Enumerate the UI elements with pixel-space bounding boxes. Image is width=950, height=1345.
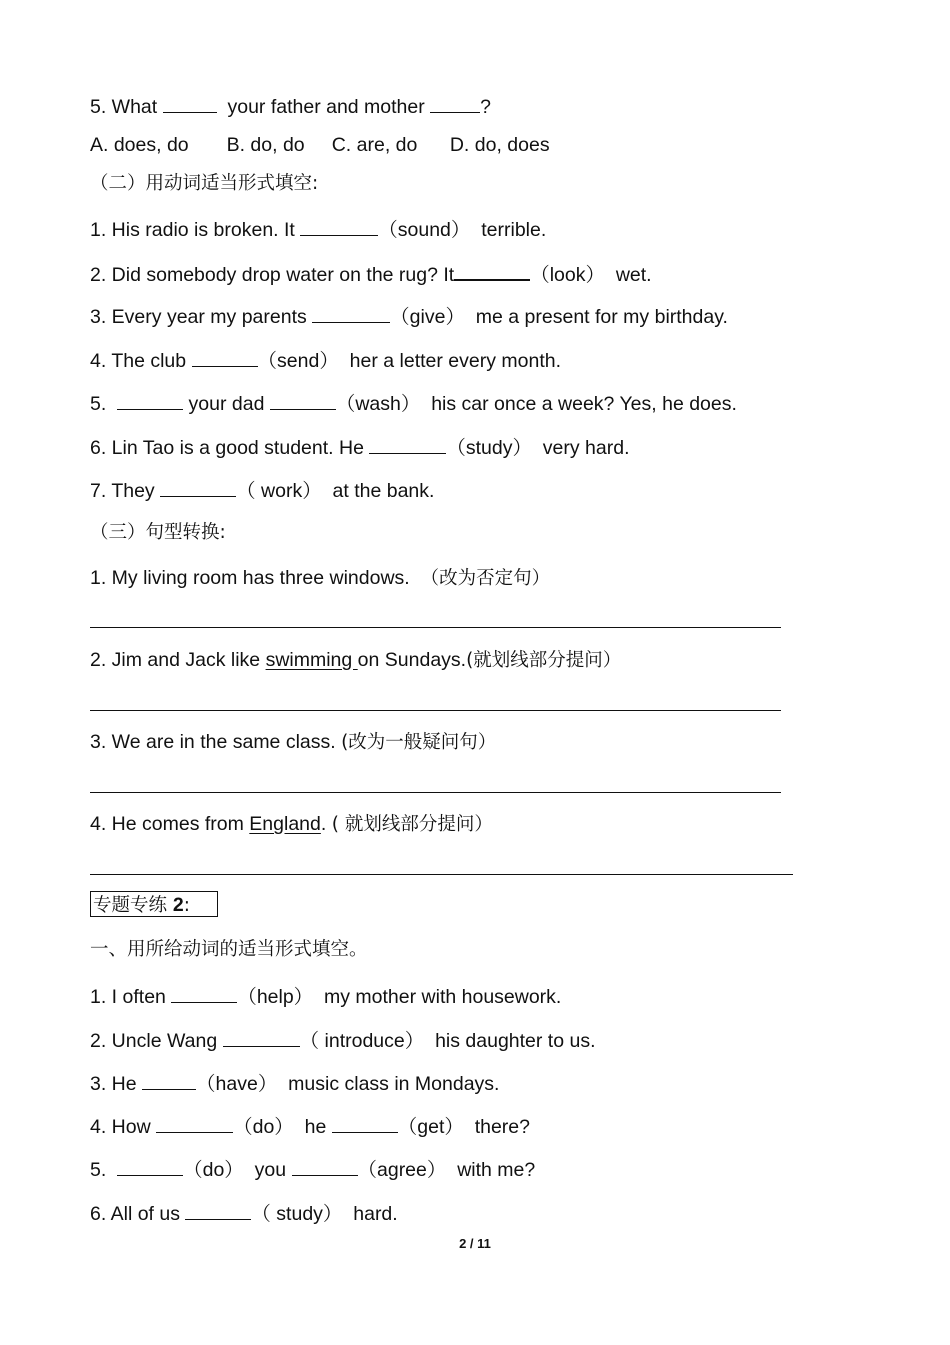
answer-blank[interactable] [292,1157,358,1176]
answer-blank[interactable] [454,261,530,281]
topic-2-question-1: 1. I often （help） my mother with housework. [90,986,562,1008]
answer-blank[interactable] [163,94,217,113]
answer-blank[interactable] [171,984,237,1003]
question-2-3: 3. Every year my parents （give） me a present for my birthday. [90,306,728,328]
question-3-4: 4. He comes from England. ( 就划线部分提问） [90,813,493,835]
question-2-5: 5. your dad （wash） his car once a week? Yes, he does. [90,393,737,415]
answer-blank[interactable] [117,391,183,410]
answer-blank[interactable] [312,304,390,323]
topic-2-question-5: 5. （do） you （agree） with me? [90,1159,536,1181]
question-2-4: 4. The club （send） her a letter every month. [90,350,562,372]
answer-blank[interactable] [192,348,258,367]
section-3-heading: （三）句型转换: [90,522,226,543]
answer-blank[interactable] [142,1071,196,1090]
topic-2-question-3: 3. He （have） music class in Mondays. [90,1073,500,1095]
question-2-2: 2. Did somebody drop water on the rug? It （look） wet. [90,261,652,287]
answer-line[interactable] [90,874,793,875]
topic-2-heading: 一、用所给动词的适当形式填空。 [90,939,368,960]
answer-line[interactable] [90,627,781,628]
answer-blank[interactable] [117,1157,183,1176]
topic-2-question-6: 6. All of us （ study） hard. [90,1203,398,1225]
question-1-5: 5. What your father and mother ? [90,96,492,118]
answer-blank[interactable] [369,435,446,454]
answer-blank[interactable] [160,478,236,497]
answer-blank[interactable] [223,1028,300,1047]
question-3-2: 2. Jim and Jack like swimming on Sundays.(就划线部分提问） [90,649,622,671]
page-number: 2 / 11 [459,1236,491,1251]
question-2-6: 6. Lin Tao is a good student. He （study） very hard. [90,437,630,459]
answer-blank[interactable] [332,1114,398,1133]
answer-blank[interactable] [156,1114,233,1133]
answer-blank[interactable] [430,94,480,113]
question-3-1: 1. My living room has three windows. （改为否定句） [90,567,551,589]
answer-blank[interactable] [270,391,336,410]
question-2-7: 7. They （ work） at the bank. [90,480,435,502]
answer-blank[interactable] [185,1201,251,1220]
section-2-heading: （二）用动词适当形式填空: [90,173,319,194]
topic-2-label: 专题专练 2: [90,891,218,917]
question-2-1: 1. His radio is broken. It （sound） terrible. [90,219,547,241]
topic-2-question-2: 2. Uncle Wang （ introduce） his daughter to us. [90,1030,596,1052]
question-3-3: 3. We are in the same class. (改为一般疑问句） [90,731,497,753]
answer-blank[interactable] [300,217,378,236]
answer-options: A. does, do B. do, do C. are, do D. do, does [90,134,550,156]
topic-2-question-4: 4. How （do） he （get） there? [90,1116,530,1138]
answer-line[interactable] [90,792,781,793]
answer-line[interactable] [90,710,781,711]
